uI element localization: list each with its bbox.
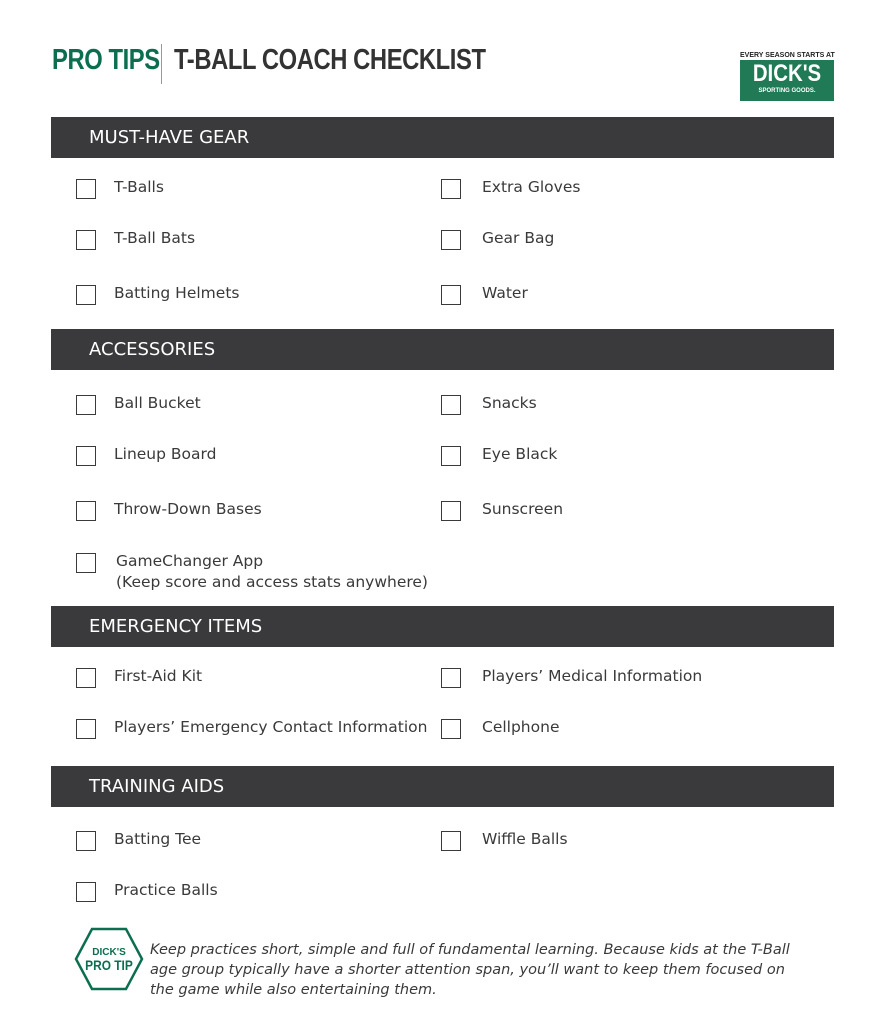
divider (161, 44, 162, 84)
section-header: TRAINING AIDS (51, 766, 834, 807)
section-header: MUST-HAVE GEAR (51, 117, 834, 158)
pro-tip-badge (74, 927, 144, 991)
checkbox[interactable] (441, 446, 461, 466)
page-title: T-BALL COACH CHECKLIST (174, 44, 486, 76)
checkbox[interactable] (441, 668, 461, 688)
checklist-item-label: Snacks (482, 394, 537, 412)
checkbox[interactable] (441, 831, 461, 851)
checklist-item-label: Throw-Down Bases (114, 500, 262, 518)
checklist-item-label: T-Balls (114, 178, 164, 196)
checklist-item-label: Wiffle Balls (482, 830, 568, 848)
checkbox[interactable] (76, 668, 96, 688)
checklist-item-label: Practice Balls (114, 881, 218, 899)
badge-line2: PRO TIP (85, 957, 133, 973)
section-header: EMERGENCY ITEMS (51, 606, 834, 647)
pro-tip-text: Keep practices short, simple and full of fundamental learning. Because kids at the T-Ball age group typically have a shorter attention span, you’ll want to keep them focused on the game while also entertaining them. (150, 942, 790, 998)
checklist-item-label: Players’ Medical Information (482, 667, 703, 685)
checkbox[interactable] (441, 230, 461, 250)
checkbox[interactable] (441, 395, 461, 415)
checklist-item-label: Batting Helmets (114, 284, 240, 302)
checkbox[interactable] (441, 285, 461, 305)
checklist-item-label: T-Ball Bats (114, 229, 196, 247)
checkbox[interactable] (76, 719, 96, 739)
checkbox[interactable] (441, 719, 461, 739)
checklist-item-label: First-Aid Kit (114, 667, 203, 685)
logo-tagline: EVERY SEASON STARTS AT (740, 52, 835, 59)
checkbox[interactable] (76, 501, 96, 521)
checkbox[interactable] (441, 501, 461, 521)
checklist-item-label: Gear Bag (482, 229, 555, 247)
checklist-item-label: Lineup Board (114, 445, 217, 463)
checkbox[interactable] (76, 179, 96, 199)
checklist-item-label: Eye Black (482, 445, 558, 463)
checklist-item-note: (Keep score and access stats anywhere) (116, 573, 428, 591)
section-header: ACCESSORIES (51, 329, 834, 370)
checklist-item-label: Sunscreen (482, 500, 564, 518)
dicks-logo (740, 52, 834, 101)
brand-label: PRO TIPS (52, 44, 160, 76)
checklist-item-label: Ball Bucket (114, 394, 201, 412)
checkbox[interactable] (76, 882, 96, 902)
checklist-item-label: Extra Gloves (482, 178, 581, 196)
checkbox[interactable] (76, 395, 96, 415)
checkbox[interactable] (76, 553, 96, 573)
checkbox[interactable] (76, 285, 96, 305)
checklist-item-label: Players’ Emergency Contact Information (114, 718, 428, 736)
checkbox[interactable] (76, 831, 96, 851)
checklist-item-label: Batting Tee (114, 830, 202, 848)
badge-line1: DICK'S (92, 947, 126, 958)
checkbox[interactable] (441, 179, 461, 199)
checklist-item-label: Cellphone (482, 718, 560, 736)
checkbox[interactable] (76, 230, 96, 250)
checklist-item-label: Water (482, 284, 528, 302)
logo-sub: SPORTING GOODS. (758, 88, 816, 94)
logo-name: DICK'S (752, 60, 822, 87)
checkbox[interactable] (76, 446, 96, 466)
checklist-item-label: GameChanger App (116, 552, 264, 570)
